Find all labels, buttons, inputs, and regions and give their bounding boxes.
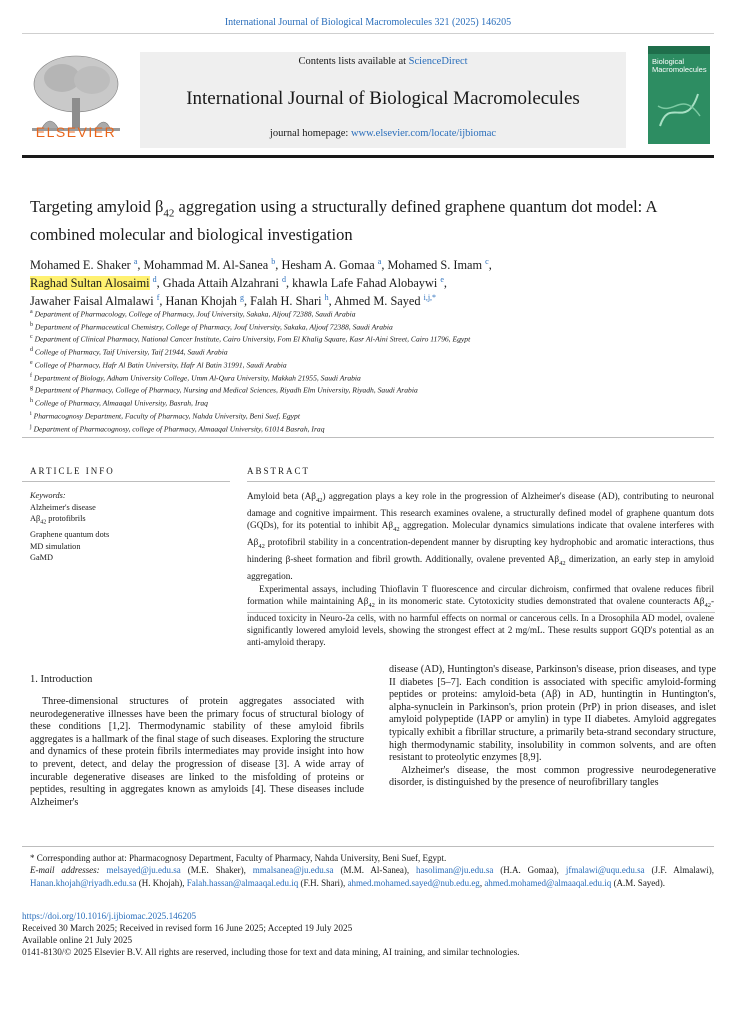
email-link[interactable]: ahmed.mohamed.sayed@nub.edu.eg — [347, 877, 480, 888]
author-name[interactable]: Hanan Khojah — [165, 294, 237, 309]
abstract-bottom-rule — [247, 612, 715, 613]
homepage-prefix: journal homepage: — [269, 128, 351, 139]
article-info-rule — [22, 481, 230, 482]
cover-title: Biological Macromolecules — [652, 57, 707, 74]
affiliation-item: $^c$ Department of Clinical Pharmacy, National Cancer Institute, Cairo University, Fom El Khalig Square, Kasr Al-Aini Street, Cairo 11796, Egypt — [30, 334, 471, 344]
email-label: E-mail addresses: — [30, 865, 107, 876]
author-affiliation-marker[interactable]: i,j,* — [423, 293, 437, 302]
copyright-line: 0141-8130/© 2025 Elsevier B.V. All rights are reserved, including those for text and data mining, AI training, and similar technologies. — [22, 947, 520, 957]
author-affiliation-marker[interactable]: b — [271, 257, 276, 266]
author-name[interactable]: Hesham A. Gomaa — [281, 258, 375, 273]
author-affiliation-marker[interactable]: d — [281, 275, 286, 284]
author-name[interactable]: Jawaher Faisal Almalawi — [30, 294, 154, 309]
affiliations-rule — [22, 437, 714, 438]
author-affiliation-marker[interactable]: h — [324, 293, 329, 302]
cover-artwork — [656, 86, 702, 136]
affiliation-item: $^i$ Pharmacognosy Department, Faculty of Pharmacy, Nahda University, Beni Suef, Egypt — [30, 410, 300, 421]
abstract-text — [247, 490, 714, 648]
affiliation-item: $^b$ Department of Pharmaceutical Chemistry, College of Pharmacy, Jouf University, Sakaka, Aljouf 72388, Saudi Arabia — [30, 321, 393, 332]
homepage-line — [140, 128, 626, 139]
elsevier-wordmark: ELSEVIER — [35, 124, 117, 140]
affiliation-item: $^h$ College of Pharmacy, Almaaqal University, Basrah, Iraq — [30, 398, 208, 408]
corresponding-author-note: * Corresponding author at: Pharmacognosy Department, Faculty of Pharmacy, Nahda University, Beni Suef, Egypt. — [30, 853, 447, 863]
author-affiliation-marker[interactable]: f — [156, 293, 160, 302]
body-column-left — [30, 696, 364, 809]
publication-info — [22, 910, 722, 958]
author-line-2: Raghad Sultan Alosaimi $^d$, Ghada Attaih Alzahrani $^d$, khawla Lafe Fahad Alobaywi $^e$, — [30, 275, 447, 291]
title-part1: Targeting amyloid β — [30, 197, 164, 216]
header-rule — [22, 33, 714, 34]
affiliation-item: $^e$ College of Pharmacy, Hafr Al Batin University, Hafr Al Batin 31991, Saudi Arabia — [30, 359, 287, 370]
masthead-center — [140, 52, 626, 148]
author-line-1: Mohamed E. Shaker $^a$, Mohammad M. Al-Sanea $^b$, Hesham A. Gomaa $^a$, Mohamed S. Imam $^c$, — [30, 257, 492, 273]
email-link[interactable]: Hanan.khojah@riyadh.edu.sa — [30, 877, 137, 888]
email-link[interactable]: hasoliman@ju.edu.sa — [416, 865, 494, 876]
author-name[interactable]: khawla Lafe Fahad Alobaywi — [292, 276, 438, 291]
author-name[interactable]: Mohammad M. Al-Sanea — [143, 258, 269, 273]
author-affiliation-marker[interactable]: c — [485, 257, 489, 266]
affiliation-item: $^g$ Department of Pharmacy, College of Pharmacy, Nursing and Medical Sciences, Riyadh Elm University, Riyadh, Saudi Arabia — [30, 385, 418, 395]
affiliations-list — [30, 307, 710, 434]
abstract-paragraph-1: Amyloid beta $(A\beta_{42})$ aggregation plays a key role in the progression of Alzheimer's disease (AD), contributing to neuronal damage and cognitive impairment. This research examines ovalene, a structurally defined model of graphene quantum dots (GQDs), for its potential to inhibit $A\beta_{42}$ aggregation. Molecular dynamics simulations indicate that ovalene interferes with $A\beta_{42}$ protofibril stability in a concentration-dependent manner by disrupting key hydrophobic and aromatic interactions, thus hindering β-sheet formation and fibril growth. Additionally, ovalene prevented $A\beta_{42}$ dimerization, an early step in amyloid aggregation. — [247, 491, 714, 582]
email-addresses: E-mail addresses: melsayed@ju.edu.sa (M.E. Shaker), mmalsanea@ju.edu.sa (M.M. Al-Sanea), hasoliman@ju.edu.sa (H.A. Gomaa), jfmalawi@uqu.edu.sa (J.F. Almalawi), Hanan.khojah@riyadh.edu.sa (H. Khojah), Falah.hassan@almaaqal.edu.iq (F.H. Shari), ahmed.mohamed.sayed@nub.edu.eg, ahmed.mohamed@almaaqal.edu.iq (A.M. Sayed). — [30, 865, 714, 888]
author-affiliation-marker[interactable]: d — [152, 275, 157, 284]
author-affiliation-marker[interactable]: a — [377, 257, 382, 266]
author-affiliation-marker[interactable]: e — [440, 275, 444, 284]
intro-paragraph-3: Alzheimer's disease, the most common progressive neurodegenerative disorder, is distinguished by the presence of neurofibrillary tangles — [389, 764, 716, 789]
doi-link[interactable]: https://doi.org/10.1016/j.ijbiomac.2025.146205 — [22, 911, 197, 921]
intro-paragraph-1: Three-dimensional structures of protein aggregates associated with neurodegenerative illnesses have been the primary focus of structural biology of these conditions [1,2]. Thermodynamic stability of these amyloid fibrils aggregates is a hallmark of the final stage of such diseases. Exploring the structure and dynamics of these protein fibrils intermediates may provide insight into how to prevent, detect, and delay the progression of disease [3]. A wide array of incurable degenerative diseases are linked to the misfolding of proteins or peptides, resulting in aggregates known as amyloids [4]. These diseases include Alzheimer's — [30, 696, 364, 808]
abstract-rule — [247, 481, 715, 482]
article-info-heading: ARTICLE INFO — [30, 466, 115, 476]
author-affiliation-marker[interactable]: a — [133, 257, 138, 266]
keyword-item: Alzheimer's disease — [30, 502, 96, 512]
journal-name: International Journal of Biological Macromolecules — [186, 88, 580, 109]
article-title — [30, 196, 690, 246]
abstract-heading: ABSTRACT — [247, 466, 311, 476]
keywords-list — [30, 502, 230, 564]
keyword-item: GaMD — [30, 553, 54, 563]
keyword-item: $A\beta_{42}$ protofibrils — [30, 514, 86, 526]
email-link[interactable]: ahmed.mohamed@almaaqal.edu.iq — [484, 877, 612, 888]
keyword-item: Graphene quantum dots — [30, 530, 110, 540]
keywords-block — [30, 490, 230, 564]
section-heading-introduction: 1. Introduction — [30, 674, 93, 685]
keyword-item: MD simulation — [30, 541, 81, 551]
masthead-rule — [22, 155, 714, 158]
sciencedirect-link[interactable]: ScienceDirect — [408, 56, 468, 67]
journal-masthead — [22, 38, 714, 150]
affiliation-item: $^j$ Department of Pharmacognosy, college of Pharmacy, Almaaqal University, 61014 Basrah, Iraq — [30, 423, 325, 434]
intro-paragraph-2: disease (AD), Huntington's disease, Parkinson's disease, prion diseases, and type II diabetes [5–7]. Each condition is associated with specific amyloid-forming peptides or proteins: amyloid-beta (Aβ) in AD, huntingtin in Huntington's, alpha-synuclein in Parkinson's, prion protein (PrP) in prion diseases, and islet amyloid polypeptide (IAPP or amylin) in type II diabetes. Amyloid aggregates typically exhibit a fibrillar structure, a primarily beta-strand secondary structure, high thermodynamic stability, insolubility in common solvents, and are often resistant to proteolytic enzymes [8,9]. — [389, 664, 716, 764]
body-column-right — [389, 664, 716, 790]
email-link[interactable]: melsayed@ju.edu.sa — [106, 865, 181, 876]
author-line-3: Jawaher Faisal Almalawi $^f$, Hanan Khojah $^g$, Falah H. Shari $^h$, Ahmed M. Sayed $^{i,j,*}$ — [30, 293, 437, 309]
author-name[interactable]: Mohamed S. Imam — [387, 258, 483, 273]
received-dates: Received 30 March 2025; Received in revised form 16 June 2025; Accepted 19 July 2025 — [22, 923, 353, 933]
journal-cover-image — [648, 46, 710, 144]
author-affiliation-marker[interactable]: g — [239, 293, 244, 302]
title-subscript: 42 — [163, 207, 175, 220]
email-link[interactable]: jfmalawi@uqu.edu.sa — [565, 865, 645, 876]
author-name[interactable]: Ahmed M. Sayed — [334, 294, 421, 309]
title-part2: aggregation using a structurally defined graphene quantum dot model: A combined molecular and biological investigation — [30, 197, 657, 245]
contents-prefix: Contents lists available at — [298, 56, 409, 67]
footnotes — [30, 852, 714, 889]
keywords-label: Keywords: — [30, 491, 66, 500]
available-online: Available online 21 July 2025 — [22, 935, 133, 945]
affiliation-item: $^f$ Department of Biology, Adham University College, Umm Al-Qura University, Makkah 21955, Saudi Arabia — [30, 372, 361, 383]
contents-line — [140, 56, 626, 67]
affiliation-item: $^d$ College of Pharmacy, Taif University, Taif 21944, Saudi Arabia — [30, 347, 228, 357]
email-link[interactable]: mmalsanea@ju.edu.sa — [252, 865, 334, 876]
email-link[interactable]: Falah.hassan@almaaqal.edu.iq — [186, 877, 299, 888]
journal-homepage-link[interactable]: www.elsevier.com/locate/ijbiomac — [350, 128, 497, 139]
affiliation-item: $^a$ Department of Pharmacology, College of Pharmacy, Jouf University, Sakaka, Aljouf 72388, Saudi Arabia — [30, 309, 356, 319]
abstract-paragraph-2: Experimental assays, including Thioflavin T fluorescence and circular dichroism, confirmed that ovalene reduces fibril formation while maintaining $A\beta_{42}$ in its monomeric state. Cytotoxicity studies demonstrated that ovalene counteracts $A\beta_{42}$-induced toxicity in Neuro-2a cells, with no harmful effects on normal or cancerous cells. In a Drosophila AD model, ovalene significantly lowered amyloid levels, showing the strongest effect at 2 mg/mL. These results support GQD's potential as an anti-amyloid therapy. — [247, 583, 715, 648]
footnote-rule — [22, 846, 714, 847]
author-name[interactable]: Mohamed E. Shaker — [30, 258, 131, 273]
author-name[interactable]: Raghad Sultan Alosaimi — [30, 276, 150, 291]
author-name[interactable]: Falah H. Shari — [250, 294, 322, 309]
cover-band — [648, 46, 710, 54]
author-name[interactable]: Ghada Attaih Alzahrani — [162, 276, 279, 291]
running-header[interactable]: International Journal of Biological Macromolecules 321 (2025) 146205 — [224, 17, 512, 28]
